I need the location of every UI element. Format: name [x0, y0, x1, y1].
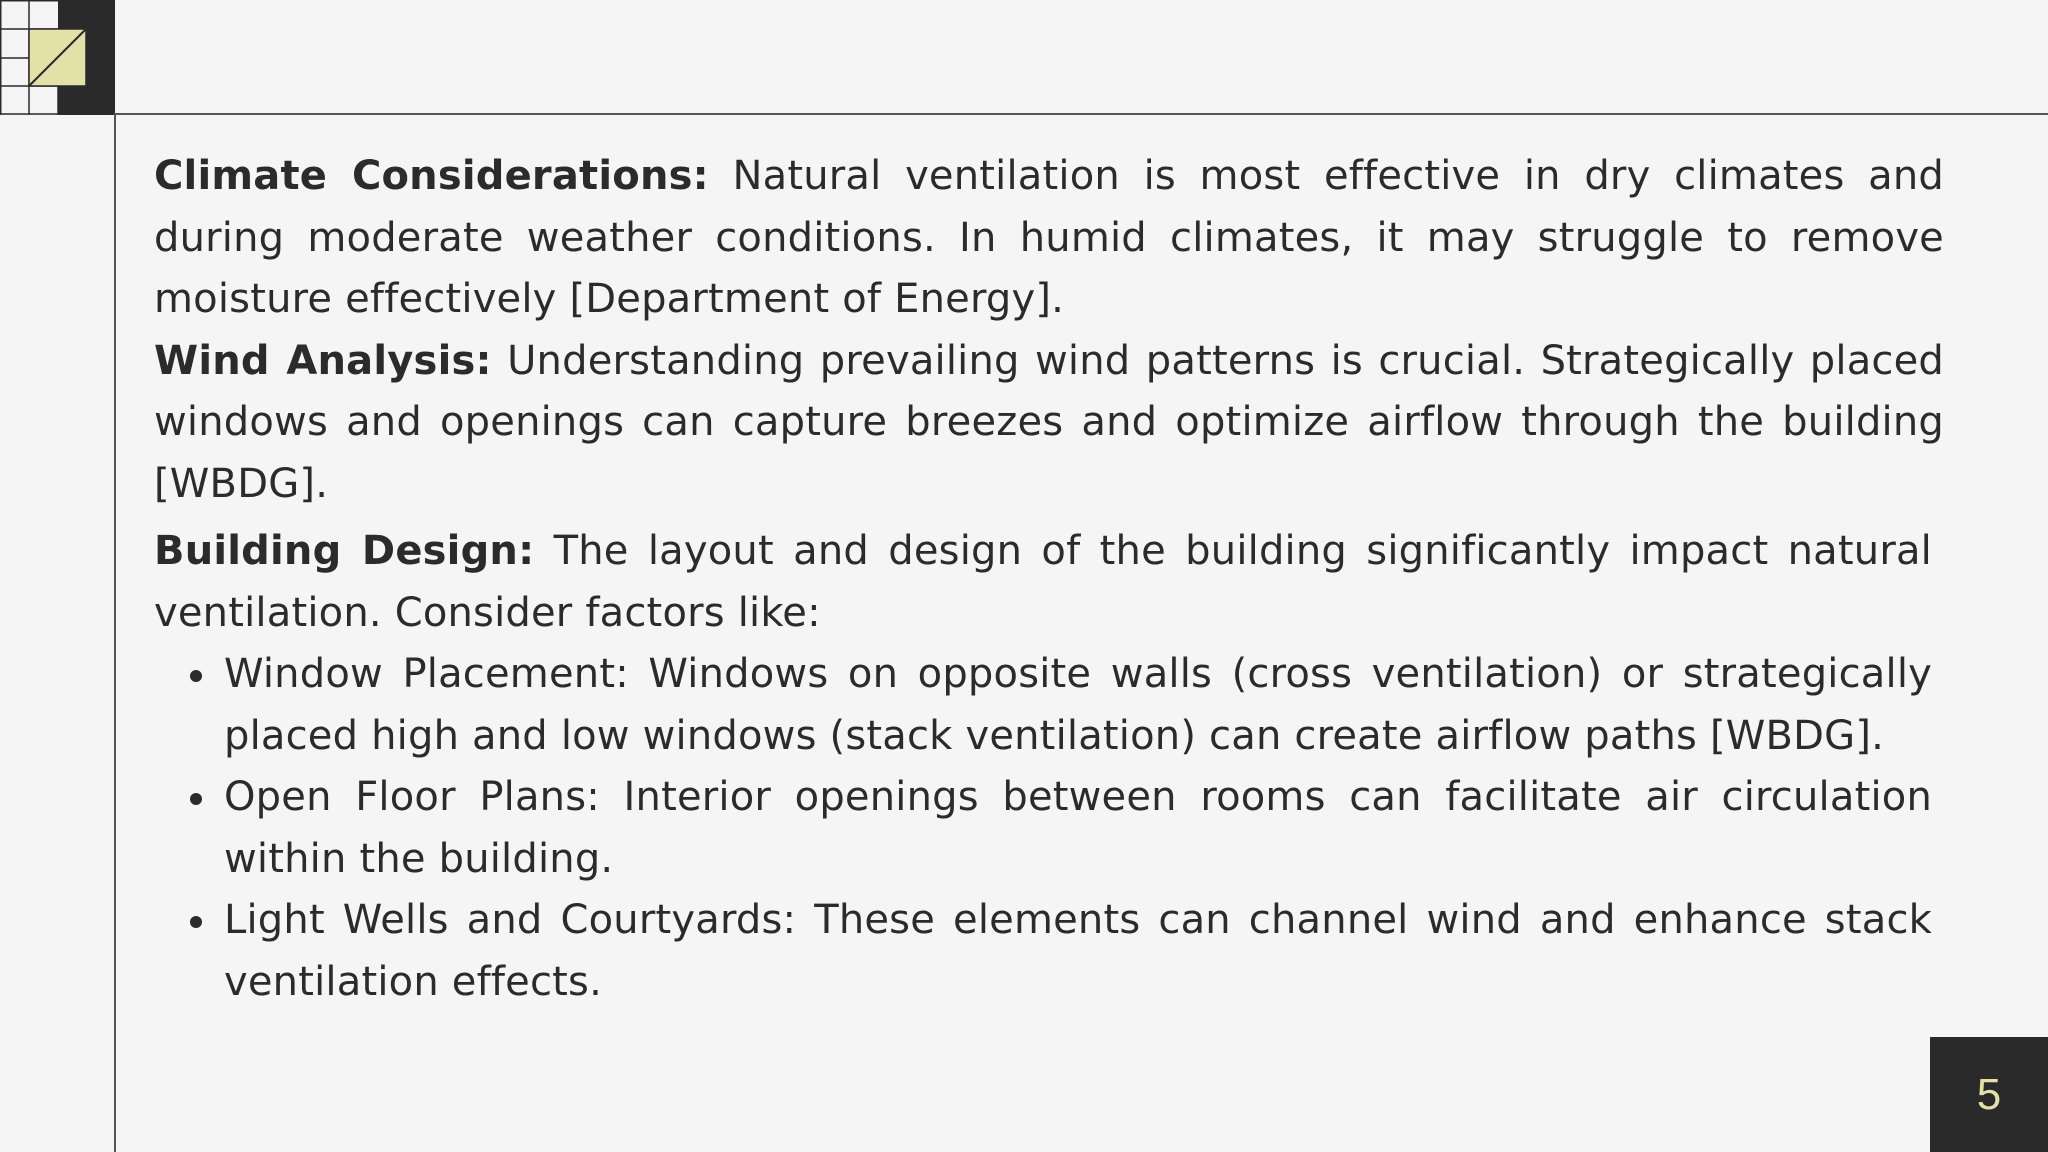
- bullet-icon: [190, 793, 202, 805]
- paragraph-wind: [154, 331, 1944, 516]
- paragraph-climate: [154, 146, 1944, 331]
- paragraph-text: Natural ventilation is most effective in dry climates and during moderate weather conditions. In humid climates, it may struggle to remove moisture effectively [Department of Energy].: [154, 153, 1944, 322]
- grid-logo-icon: [0, 0, 115, 115]
- left-divider: [114, 113, 116, 1152]
- paragraph-building: [154, 521, 1932, 644]
- page-number-box: [1930, 1037, 2048, 1152]
- paragraph-title: Wind Analysis:: [154, 337, 492, 384]
- slide-body: [154, 146, 1944, 1013]
- list-item-text: Window Placement: Windows on opposite walls (cross ventilation) or strategically placed high and low windows (stack ventilation) can create airflow paths [WBDG].: [224, 651, 1932, 759]
- paragraph-text: Understanding prevailing wind patterns is crucial. Strategically placed windows and openings can capture breezes and optimize airflow through the building [WBDG].: [154, 337, 1945, 507]
- paragraph-title: Building Design:: [154, 528, 535, 574]
- page-number: 5: [1976, 1069, 2002, 1119]
- paragraph-title: Climate Considerations:: [154, 153, 709, 199]
- bullet-icon: [190, 670, 202, 682]
- paragraph-text: The layout and design of the building significantly impact natural ventilation. Consider factors like:: [154, 528, 1932, 636]
- bullet-icon: [190, 916, 202, 928]
- factor-list: [154, 644, 1932, 1013]
- list-item: [154, 767, 1932, 890]
- list-item-text: Open Floor Plans: Interior openings between rooms can facilitate air circulation within the building.: [224, 774, 1932, 882]
- top-divider: [115, 113, 2048, 115]
- list-item: [154, 644, 1932, 767]
- list-item: [154, 890, 1932, 1013]
- list-item-text: Light Wells and Courtyards: These elements can channel wind and enhance stack ventilation effects.: [224, 897, 1932, 1005]
